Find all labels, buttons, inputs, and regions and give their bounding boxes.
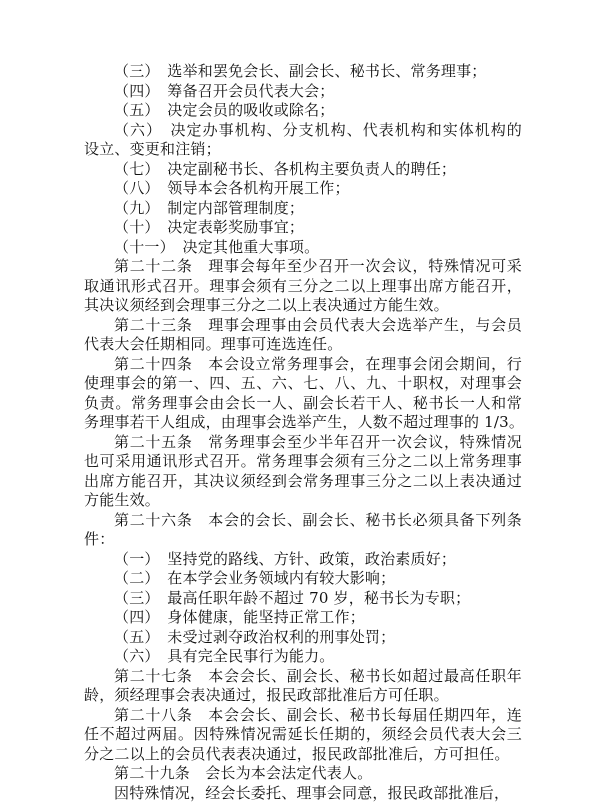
text-line: （十一） 决定其他重大事项。 — [84, 238, 522, 258]
text-line: 分之二以上的会员代表表决通过，报民政部批准后，方可担任。 — [84, 745, 522, 765]
text-line: 第二十二条 理事会每年至少召开一次会议，特殊情况可采 — [84, 257, 522, 277]
text-line: （十） 决定表彰奖励事宜； — [84, 218, 522, 238]
text-line: 务理事若干人组成，由理事会选举产生，人数不超过理事的 1/3。 — [84, 413, 522, 433]
text-line: 出席方能召开，其决议须经到会常务理事三分之二以上表决通过 — [84, 472, 522, 492]
text-line: （七） 决定副秘书长、各机构主要负责人的聘任； — [84, 160, 522, 180]
text-line: 因特殊情况，经会长委托、理事会同意，报民政部批准后， — [84, 784, 522, 803]
text-line: （三） 最高任职年龄不超过 70 岁，秘书长为专职； — [84, 589, 522, 609]
text-line: （五） 未受过剥夺政治权利的刑事处罚； — [84, 628, 522, 648]
text-line: （五） 决定会员的吸收或除名； — [84, 101, 522, 121]
text-line: （六） 具有完全民事行为能力。 — [84, 647, 522, 667]
text-line: 第二十七条 本会会长、副会长、秘书长如超过最高任职年 — [84, 667, 522, 687]
text-line: 第二十九条 会长为本会法定代表人。 — [84, 764, 522, 784]
text-line: （四） 筹备召开会员代表大会； — [84, 82, 522, 102]
text-line: 第二十四条 本会设立常务理事会，在理事会闭会期间，行 — [84, 355, 522, 375]
text-line: （一） 坚持党的路线、方针、政策，政治素质好； — [84, 550, 522, 570]
text-line: 第二十五条 常务理事会至少半年召开一次会议，特殊情况 — [84, 433, 522, 453]
text-line: 第二十八条 本会会长、副会长、秘书长每届任期四年，连 — [84, 706, 522, 726]
text-line: 第二十六条 本会的会长、副会长、秘书长必须具备下列条 — [84, 511, 522, 531]
text-line: 第二十三条 理事会理事由会员代表大会选举产生，与会员 — [84, 316, 522, 336]
text-line: 任不超过两届。因特殊情况需延长任期的，须经会员代表大会三 — [84, 725, 522, 745]
text-line: （六） 决定办事机构、分支机构、代表机构和实体机构的 — [84, 121, 522, 141]
text-line: 龄，须经理事会表决通过，报民政部批准后方可任职。 — [84, 686, 522, 706]
text-line: 代表大会任期相同。理事可连选连任。 — [84, 335, 522, 355]
text-line: （八） 领导本会各机构开展工作； — [84, 179, 522, 199]
text-line: （四） 身体健康，能坚持正常工作； — [84, 608, 522, 628]
text-line: 使理事会的第一、四、五、六、七、八、九、十职权，对理事会 — [84, 374, 522, 394]
text-line: （二） 在本学会业务领域内有较大影响； — [84, 569, 522, 589]
text-line: 取通讯形式召开。理事会须有三分之二以上理事出席方能召开， — [84, 277, 522, 297]
text-line: （九） 制定内部管理制度； — [84, 199, 522, 219]
text-line: 其决议须经到会理事三分之二以上表决通过方能生效。 — [84, 296, 522, 316]
text-line: 件： — [84, 530, 522, 550]
text-line: 负责。常务理事会由会长一人、副会长若干人、秘书长一人和常 — [84, 394, 522, 414]
text-line: （三） 选举和罢免会长、副会长、秘书长、常务理事； — [84, 62, 522, 82]
text-line: 方能生效。 — [84, 491, 522, 511]
text-line: 设立、变更和注销； — [84, 140, 522, 160]
text-line: 也可采用通讯形式召开。常务理事会须有三分之二以上常务理事 — [84, 452, 522, 472]
